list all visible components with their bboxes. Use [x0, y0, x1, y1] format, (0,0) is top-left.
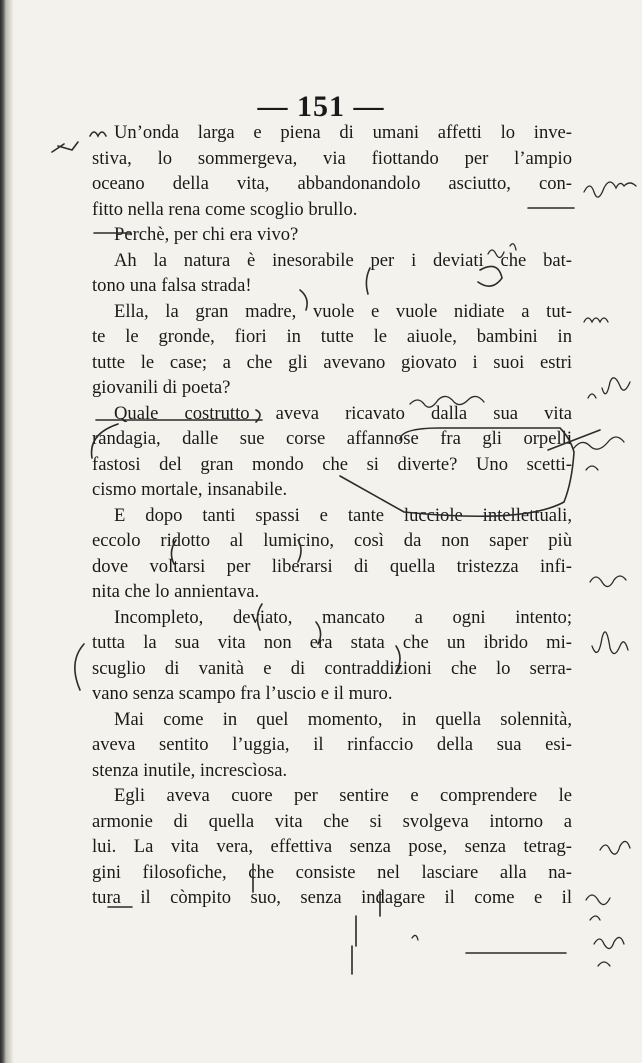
text-line: lui. La vita vera, effettiva senza pose, senza tetrag-	[92, 836, 572, 857]
text-line: Ah la natura è inesorabile per i deviati che bat-	[114, 249, 572, 271]
text-line: Ella, la gran madre, vuole e vuole nidiate a tut-	[114, 300, 572, 322]
text-line: tura il còmpito suo, senza indagare il come e il	[92, 887, 572, 908]
margin-note-right-4	[574, 437, 624, 470]
margin-arrow-mark	[52, 142, 78, 152]
text-line: Incompleto, deviato, mancato a ogni intento;	[114, 606, 572, 628]
text-line: tono una falsa strada!	[92, 275, 252, 296]
margin-note-right-5	[590, 576, 626, 587]
margin-note-right-3	[588, 378, 630, 398]
paren-incompleto	[75, 644, 84, 690]
text-line: tutte le case; a che gli avevano giovato i suoi estri	[92, 351, 572, 373]
margin-note-right-2	[584, 318, 608, 322]
page-number: — 151 —	[257, 90, 385, 123]
margin-note-right-6	[592, 632, 628, 654]
text-line: aveva sentito l’uggia, il rinfaccio della sua esi-	[92, 734, 572, 755]
text-line: dove voltarsi per liberarsi di quella tristezza infi-	[92, 555, 572, 577]
text-line: vano senza scampo fra l’uscio e il muro.	[92, 683, 393, 704]
text-line: Quale costrutto aveva ricavato dalla sua vita	[114, 402, 572, 424]
margin-note-right-9	[594, 937, 624, 966]
text-line: cismo mortale, insanabile.	[92, 479, 288, 500]
margin-note-bottom-1	[412, 935, 418, 940]
text-line: E dopo tanti spassi e tante lucciole intellettuali,	[114, 504, 572, 526]
text-line: Mai come in quel momento, in quella solennità,	[114, 708, 572, 730]
margin-note-right-1	[584, 182, 636, 197]
text-line: Egli aveva cuore per sentire e comprendere le	[114, 785, 572, 806]
text-line: Perchè, per chi era vivo?	[114, 224, 299, 245]
text-line: fitto nella rena come scoglio brullo.	[92, 198, 358, 220]
text-line: armonie di quella vita che si svolgeva intorno a	[92, 810, 572, 832]
text-line: randagia, dalle sue corse affannose fra gli orpelli	[92, 428, 572, 449]
scan-binding-edge	[0, 0, 14, 1063]
text-line: fastosi del gran mondo che si diverte? Uno scetti-	[92, 453, 572, 475]
text-line: eccolo ridotto al lumicino, così da non saper più	[92, 530, 572, 551]
text-line: stenza inutile, increscìosa.	[92, 759, 288, 781]
body-text	[92, 120, 572, 911]
text-line: tutta la sua vita non era stata che un ibrido mi-	[92, 632, 572, 653]
margin-note-right-8	[586, 895, 610, 920]
text-line: te le gronde, fiori in tutte le aiuole, bambini in	[92, 326, 572, 347]
text-line: scuglio di vanità e di contraddizioni che lo serra-	[92, 657, 572, 679]
text-line: giovanili di poeta?	[92, 377, 231, 398]
text-line: gini filosofiche, che consiste nel lasciare alla na-	[92, 861, 572, 883]
margin-note-right-7	[600, 841, 630, 854]
text-line: oceano della vita, abbandonandolo asciutto, con-	[92, 173, 572, 194]
text-line: Un’onda larga e piena di umani affetti lo inve-	[114, 122, 572, 143]
text-line: stiva, lo sommergeva, via fiottando per l’ampio	[92, 147, 572, 169]
text-line: nita che lo annientava.	[92, 581, 260, 602]
